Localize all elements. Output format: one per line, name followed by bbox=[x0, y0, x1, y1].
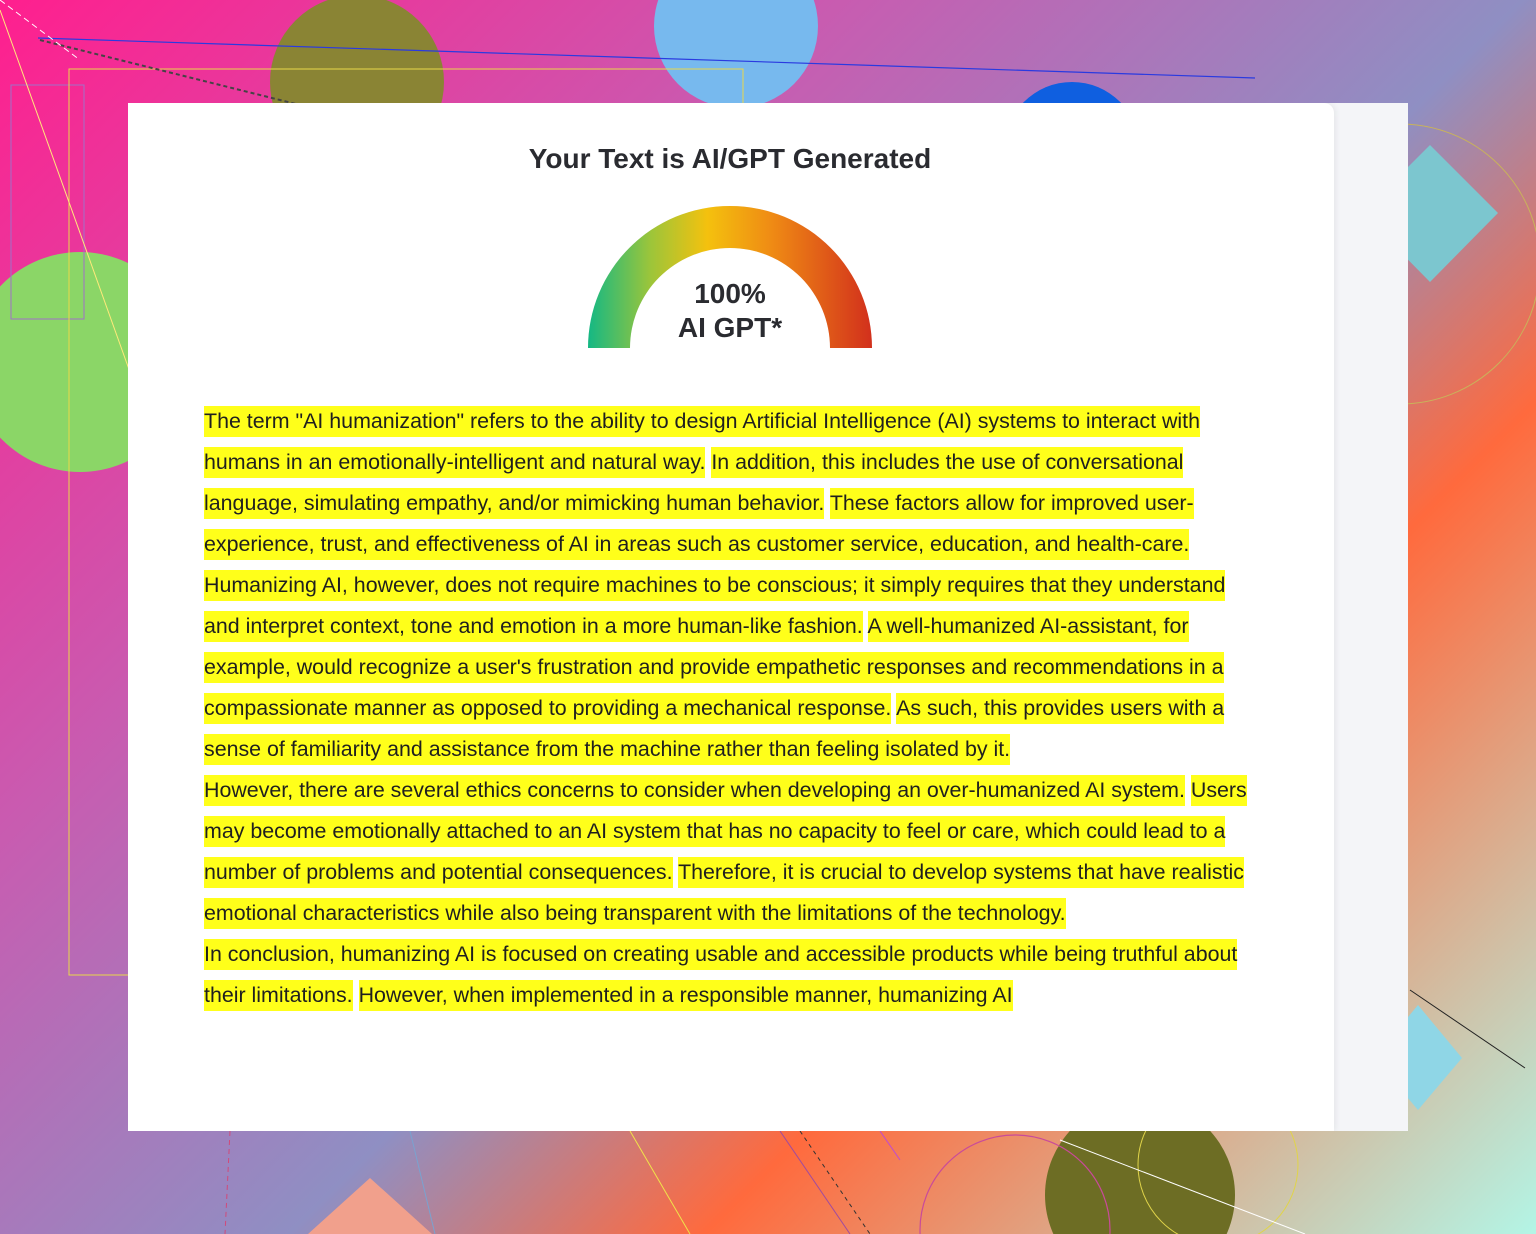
text-paragraph bbox=[204, 565, 1264, 770]
highlighted-sentence: However, when implemented in a responsible manner, humanizing AI bbox=[359, 980, 1013, 1011]
text-paragraph bbox=[204, 770, 1264, 934]
ai-score-label bbox=[586, 277, 874, 345]
ai-score-caption: AI GPT* bbox=[677, 312, 783, 343]
highlighted-sentence: Users may become emotionally attached to an AI system that has no capacity to feel or care, which could lead to a number of problems and potential consequences. bbox=[204, 775, 1247, 888]
text-paragraph bbox=[204, 401, 1264, 565]
highlighted-sentence: In conclusion, humanizing AI is focused on creating usable and accessible products while being truthful about their limitations. bbox=[204, 939, 1237, 1011]
highlighted-sentence: A well-humanized AI-assistant, for example, would recognize a user's frustration and provide empathetic responses and recommendations in a compassionate manner as opposed to providing a mechanical response. bbox=[204, 611, 1224, 724]
highlighted-sentence: In addition, this includes the use of conversational language, simulating empathy, and/or mimicking human behavior. bbox=[204, 447, 1183, 519]
highlighted-sentence: The term "AI humanization" refers to the ability to design Artificial Intelligence (AI) systems to interact with humans in an emotionally-intelligent and natural way. bbox=[204, 406, 1200, 478]
highlighted-sentence: However, there are several ethics concerns to consider when developing an over-humanized AI system. bbox=[204, 775, 1185, 806]
text-paragraph bbox=[204, 934, 1264, 1016]
result-panel bbox=[128, 103, 1334, 1131]
ai-score-percent: 100% bbox=[694, 278, 766, 309]
analyzed-text bbox=[204, 401, 1264, 1016]
result-card bbox=[128, 103, 1408, 1131]
highlighted-sentence: Therefore, it is crucial to develop systems that have realistic emotional characteristics while also being transparent with the limitations of the technology. bbox=[204, 857, 1244, 929]
highlighted-sentence: As such, this provides users with a sense of familiarity and assistance from the machine rather than feeling isolated by it. bbox=[204, 693, 1224, 765]
result-title: Your Text is AI/GPT Generated bbox=[528, 143, 932, 174]
highlighted-sentence: These factors allow for improved user-experience, trust, and effectiveness of AI in areas such as customer service, education, and health-care. bbox=[204, 488, 1194, 560]
highlighted-sentence: Humanizing AI, however, does not require machines to be conscious; it simply requires that they understand and interpret context, tone and emotion in a more human-like fashion. bbox=[204, 570, 1225, 642]
